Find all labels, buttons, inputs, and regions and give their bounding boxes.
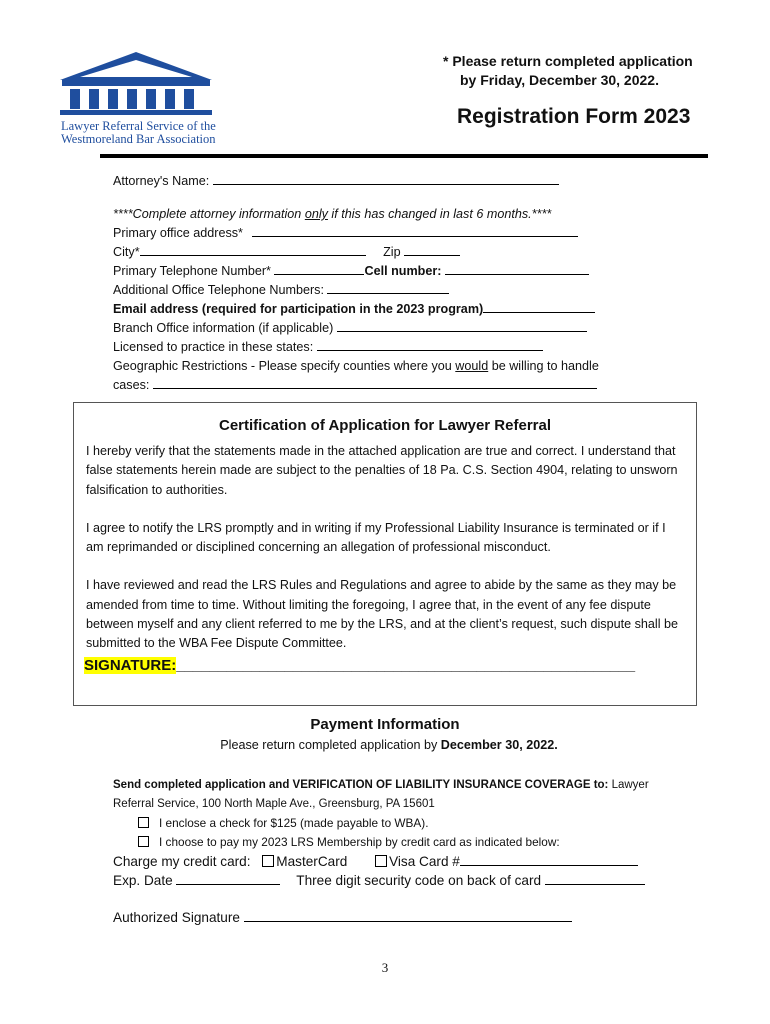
exp-date-field[interactable]: [176, 872, 280, 885]
certification-box: [73, 402, 697, 706]
mastercard-label: MasterCard: [276, 854, 348, 869]
cell-field[interactable]: [445, 262, 589, 275]
city-label: City*: [113, 245, 140, 259]
branch-label: Branch Office information (if applicable): [113, 321, 334, 335]
send-instructions-rest: Lawyer: [608, 779, 649, 791]
cases-row: [113, 376, 673, 395]
visa-checkbox[interactable]: [375, 855, 387, 867]
send-address-b: , 100 North Maple Ave., Greensburg, PA 15601: [195, 798, 435, 810]
geo-label-post: be willing to handle: [488, 359, 599, 373]
payment-subtitle: [0, 738, 770, 752]
charge-card-row: [113, 852, 673, 871]
certification-paragraph-2: I agree to notify the LRS promptly and in writing if my Professional Liability Insurance is terminated or if I am reprimanded or disciplined concerning an allegation of professional misconduct.: [86, 520, 666, 555]
check-option-checkbox[interactable]: [138, 817, 149, 828]
cvv-label: Three digit security code on back of card: [296, 873, 542, 888]
certification-paragraph-1: I hereby verify that the statements made in the attached application are true and correct. I understand that false statements herein made are subject to the penalties of 18 Pa. C.S. Section 4904, relating to unsworn falsification to authorities.: [86, 444, 678, 497]
check-option-label: I enclose a check for $125 (made payable to WBA).: [159, 816, 429, 830]
geo-label-would: would: [455, 359, 489, 373]
card-number-field[interactable]: [460, 853, 638, 866]
visa-label: Visa Card #: [389, 854, 460, 869]
attorney-name-label: Attorney's Name:: [113, 174, 210, 188]
logo-line-2: Westmoreland Bar Association: [61, 132, 216, 146]
primary-phone-field[interactable]: [274, 262, 364, 275]
payment-form: [113, 776, 673, 927]
check-option-row: [113, 814, 673, 833]
cvv-field[interactable]: [545, 872, 645, 885]
authorized-signature-field[interactable]: [244, 909, 572, 922]
zip-field[interactable]: [404, 243, 460, 256]
primary-office-field[interactable]: [252, 224, 578, 237]
attorney-info-form: [113, 172, 673, 395]
title-divider: [100, 154, 708, 158]
card-option-checkbox[interactable]: [138, 836, 149, 847]
expiry-row: [113, 871, 673, 890]
page-title: Registration Form 2023: [457, 105, 691, 128]
logo-text: [61, 120, 226, 146]
send-instructions-bold: Send completed application and VERIFICATION OF LIABILITY INSURANCE COVERAGE to:: [113, 779, 609, 791]
signature-label: SIGNATURE:: [84, 656, 177, 674]
authorized-signature-label: Authorized Signature: [113, 910, 240, 925]
mastercard-checkbox[interactable]: [262, 855, 274, 867]
page-number: 3: [381, 960, 389, 975]
email-label: Email address (required for participation in the 2023 program): [113, 302, 484, 316]
card-option-row: [113, 833, 673, 852]
licensed-field[interactable]: [317, 338, 543, 351]
branch-row: [113, 319, 673, 338]
additional-phone-row: [113, 281, 673, 300]
logo-line-1: Lawyer Referral Service of the: [61, 119, 216, 133]
return-notice: [443, 52, 693, 90]
phone-row: [113, 262, 673, 281]
complete-note-post: if this has changed in last 6 months.****: [327, 207, 552, 221]
certification-title: Certification of Application for Lawyer Referral: [219, 417, 551, 434]
licensed-row: [113, 338, 673, 357]
additional-phone-field[interactable]: [327, 281, 449, 294]
signature-line[interactable]: _______________________________________________________: [176, 656, 636, 674]
authorized-signature-row: [113, 908, 673, 927]
city-field[interactable]: [140, 243, 366, 256]
card-option-label: I choose to pay my 2023 LRS Membership by credit card as indicated below:: [159, 835, 560, 849]
email-row: [113, 300, 673, 319]
complete-note: [113, 205, 673, 224]
bar-association-logo: [56, 50, 226, 146]
certification-paragraph-3: I have reviewed and read the LRS Rules and Regulations and agree to abide by the same as they may be amended from time to time. Without limiting the foregoing, I agree that, in the event of any fee dispute between myself and any client referred to me by the LRS, and at the client’s request, such dispute shall be submitted to the WBA Fee Dispute Committee.: [86, 578, 679, 651]
notice-line-2: by Friday, December 30, 2022.: [460, 72, 659, 88]
city-zip-row: [113, 243, 673, 262]
licensed-label: Licensed to practice in these states:: [113, 340, 314, 354]
geo-label-pre: Geographic Restrictions - Please specify counties where you: [113, 359, 456, 373]
notice-line-1: * Please return completed application: [443, 53, 693, 69]
attorney-name-field[interactable]: [213, 172, 559, 185]
attorney-name-row: [113, 172, 673, 191]
complete-note-pre: ****Complete attorney information: [113, 207, 305, 221]
signature-row: [84, 657, 684, 674]
send-address-a: Referral Service: [113, 798, 196, 810]
complete-note-only: only: [304, 207, 328, 221]
payment-title: Payment Information: [310, 716, 460, 733]
cases-label: cases:: [113, 378, 150, 392]
cases-field[interactable]: [153, 376, 597, 389]
branch-field[interactable]: [337, 319, 587, 332]
courthouse-icon: [56, 50, 216, 116]
geo-row: [113, 357, 673, 376]
send-instructions-line-1: [113, 776, 673, 795]
send-instructions-line-2: [113, 795, 673, 814]
primary-office-label: Primary office address*: [113, 226, 243, 240]
additional-phone-label: Additional Office Telephone Numbers:: [113, 283, 324, 297]
cell-label: Cell number:: [364, 264, 442, 278]
zip-label: Zip: [383, 245, 401, 259]
charge-card-label: Charge my credit card:: [113, 854, 251, 869]
payment-subtitle-text: Please return completed application by: [220, 738, 441, 752]
email-field[interactable]: [483, 300, 595, 313]
exp-date-label: Exp. Date: [113, 873, 173, 888]
payment-subtitle-date: December 30, 2022.: [440, 738, 558, 752]
primary-office-row: [113, 224, 673, 243]
primary-phone-label: Primary Telephone Number*: [113, 264, 271, 278]
